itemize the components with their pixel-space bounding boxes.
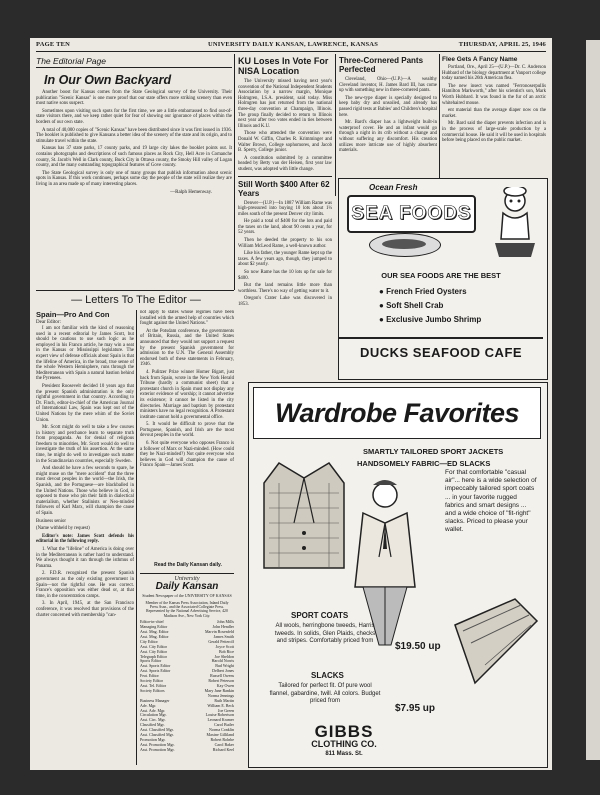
staff-role: Managing Editor (140, 624, 168, 630)
reply-paragraph: 1. What the "lifeline" of America is doing over in the Mediterranean is rather hard to understand. We always thought it ran through the isthmus of Panama. (36, 546, 134, 569)
staff-person: Bud Wright (215, 663, 234, 669)
staff-person: Richard Keel (212, 746, 234, 752)
menu-item: ● Soft Shell Crab (379, 301, 444, 310)
reply-paragraph: 6. Not quite everyone who opposes Franco is a follower of Marx or Nazi-minded. (How could they be Nazi-minded?) Not quite everyone who believes in God will champion the cause of Franco Spain—James Scott. (140, 441, 234, 469)
staff-role: Asst. Mng. Editor (140, 629, 169, 635)
sport-coat-illustration (259, 453, 349, 573)
staff-row (140, 748, 234, 753)
flea-paragraph: Portland, Ore., April 25—(U.P.)—Dr. C. Anderson Hubbard of the biology department at Vanport college today named his 26th American flea. (442, 65, 546, 82)
staff-role: Asst. Circ. Mgr. (140, 717, 166, 723)
read-kansan-line: Read the Daily Kansan daily. (154, 562, 222, 568)
staff-paper-name: Daily Kansan (155, 581, 219, 592)
flea-article (442, 56, 546, 196)
editorial-section-title: The Editorial Page (36, 56, 232, 68)
editorial-byline: —Ralph Hemenway. (170, 189, 212, 195)
editor-note: Editor's note: James Scott defends his editorial in the following reply. (36, 533, 134, 545)
nisa-headline: KU Loses In Vote For NISA Location (238, 56, 329, 76)
gibbs-subtitle-1: SMARTLY TAILORED SPORT JACKETS (363, 447, 504, 456)
slacks-heading: SLACKS (311, 671, 344, 680)
staff-person: Leonard Kramer (207, 717, 234, 723)
ocean-fresh-label: Ocean Fresh (369, 183, 418, 192)
newspaper-page (30, 38, 552, 770)
rame-paragraph: Then he deeded the property to his son William McLeod Rame, a well-known author. (238, 238, 332, 249)
staff-role: Business Manager (140, 697, 170, 703)
sea-foods-title: SEA FOODS (351, 203, 472, 224)
flea-paragraph: ent material than the average diaper now on the market. (442, 108, 546, 119)
staff-person: Gerald Petterolf (208, 638, 234, 644)
staff-blurb: Member of the Kansas Press Association, Inland Daily Press Assn., and the Associated Collegiate Press. Represented by the National Advertising Service, 420 Madison Ave., New York City. (145, 600, 229, 618)
staff-person: Bob Rice (219, 648, 234, 654)
staff-person: Ruth Martin (214, 697, 234, 703)
article-divider (238, 176, 332, 177)
letter-paragraph: And should he have a few seconds to spare, he might muse on the "mere accident" that the three most devout peoples in the world—the Irish, the Spanish, and the Portuguese—are blackballed in the United Nations. Those who believe in God, is opposed to those who pin their faith in dialectical materialism, whether Stalinists or Neo-minded followers of Karl Marx, will champion the cause of Spain. (36, 466, 134, 516)
gibbs-address: 811 Mass. St. (325, 751, 363, 757)
section-rule (36, 290, 234, 291)
staff-box (140, 573, 234, 769)
oyster-plate-icon (369, 233, 441, 257)
bullet-icon: ● (379, 301, 387, 310)
staff-role: Asst. City Editor (140, 648, 168, 654)
reply-paragraph: not apply to states whose regimes have been installed with the armed help of countries which fought against the United Nations." (140, 310, 234, 327)
gibbs-subtitle-2: HANDSOMELY FABRIC—ED SLACKS (357, 459, 491, 468)
gibbs-store-name: GIBBS (314, 722, 374, 741)
staff-person: Robert Rolnbe (210, 736, 234, 742)
editorial-paragraph: A total of 40,000 copies of "Scenic Kansas" have been distributed since it was first issued in 1936. The booklet is published to give Kansans a better idea of the scenery of the state and its origin, and to stimulate travel within the state. (36, 127, 232, 144)
pants-headline: Three-Cornered Pants Perfected (339, 56, 424, 74)
staff-list (140, 620, 234, 752)
ducks-tagline: OUR SEA FOODS ARE THE BEST (381, 271, 501, 280)
staff-role: Society Editors (140, 687, 165, 693)
letter-paragraph: Mr. Scott might do well to take a few courses in history and perchance learn to separate truth from propaganda. As for denial of religious freedom to minorities, Mr. Scott would do well to investigate the truth of his assertion. At the same time, he might do well to investigate such matter in the Scandinavian countries, especially Sweden. (36, 425, 134, 464)
reply-paragraph: At the Potsdam conference, the governments of Britain, Russia, and the United States announced that they would not support a request by the present Spanish government for admission to the U.N. The General Assembly endorsed both of these statements in February, 1946. (140, 328, 234, 368)
staff-person: Mary Jane Rankin (204, 687, 234, 693)
wardrobe-banner (253, 387, 541, 439)
paper-name: UNIVERSITY DAILY KANSAN, LAWRENCE, KANSAS (208, 41, 379, 48)
staff-person: Russell Owens (210, 673, 234, 679)
slacks-text: Tailored for perfect fit. Of pure wool flannel, gabardine, twill. All colors. Budget priced from (269, 683, 381, 704)
chef-fish-icon (489, 187, 541, 259)
staff-role: Promotion Mgr. (140, 736, 166, 742)
editorial-headline: In Our Own Backyard (44, 73, 172, 87)
staff-person: John Mills (216, 619, 234, 625)
masthead (36, 41, 546, 52)
pants-paragraph: Mr. Bard's diaper has a lightweight built-in waterproof cover. He and an infant would go through a night in its crib without a change and without suffering any discomfort. His creation utilizes more intricate use of highly absorbent materials. (339, 120, 437, 154)
rame-headline: Still Worth $400 After 62 Years (238, 179, 330, 198)
letter-salutation: Dear Editor: (36, 320, 61, 325)
gibbs-store-subname: CLOTHING CO. (311, 739, 377, 749)
staff-person: Joe Green (217, 707, 234, 713)
nisa-paragraph: A constitution submitted by a committee headed by Betty van der Heisen, first year law student, was adopted with little change. (238, 155, 332, 172)
editorial-column (36, 56, 232, 288)
column-rule (439, 54, 440, 196)
staff-person: William E. Beck (207, 702, 234, 708)
staff-role: City Editor (140, 638, 158, 644)
letter-paragraph: President Roosevelt decided 10 years ago that the present Spanish administration is the only rightful government in that country. According to Dr. Finch, editor-in-chief of the American Journal of International Law, Spain was kept out of the United Nations by the mere whim of the Soviet Union. (36, 383, 134, 423)
reply-paragraph: 5. It would be difficult to prove that the Portuguese, Spanish, and Irish are the most devout peoples in the world. (140, 422, 234, 439)
staff-role: Circulation Mgr. (140, 712, 167, 718)
staff-role: Asst. Classified Mgr. (140, 732, 174, 738)
pants-paragraph: Cleveland, Ohio—(U.P.)—A wealthy Cleveland inventor, H. James Bard III, has come up with something new in three-cornered pants. (339, 77, 437, 94)
staff-role: Editor-in-chief (140, 619, 164, 625)
rame-paragraph: But the land remains little more than worthless. There's no way of getting water to it. (238, 283, 332, 294)
staff-role: Asst. Mng. Editor (140, 633, 169, 639)
reply-paragraph: 3. In April, 1945, at the San Francisco conference, it was resolved that provisions of the charter concerned with membership "can- (36, 601, 134, 618)
staff-role: Asst. Sports Editor (140, 663, 171, 669)
staff-role: Sports Editor (140, 658, 162, 664)
bullet-icon: ● (379, 287, 387, 296)
letter-title: Spain—Pro And Con (36, 310, 110, 319)
ducks-name: DUCKS SEAFOOD CAFE (359, 345, 523, 360)
slacks-illustration (445, 595, 541, 687)
staff-role: Feat. Editor (140, 673, 159, 679)
sea-foods-banner (347, 195, 476, 233)
letters-column-1 (36, 310, 134, 765)
staff-role: Asst. Tel. Editor (140, 683, 167, 688)
staff-role: Asst. Classified Mgr. (140, 727, 174, 733)
staff-person: James Smith (213, 633, 234, 639)
menu-item: ● Exclusive Jumbo Shrimp (379, 315, 482, 324)
staff-person: Louise Robertson (205, 712, 234, 718)
flea-headline: Flee Gets A Fancy Name (442, 56, 518, 63)
reply-paragraph: 4. Pulitzer Prize winner Homer Bigart, just back from Spain, wrote in the New York Herald Tribune (hardly a communist sheet) that a protestant church in Spain must not display any exterior evidence of worship; it cannot advertise its existence; it cannot be listed in the city directories. Marriage and baptism by protestant ministers have no legal recognition. A Protestant institute cannot hold a governmental office. (140, 369, 234, 420)
staff-person: Marvin Rosenfeld (205, 629, 234, 635)
staff-person: Carol Butler (214, 722, 234, 728)
staff-role: Asst. Promotion Mgr. (140, 746, 175, 752)
ducks-menu-list (379, 285, 481, 327)
nisa-paragraph: Those who attended the convention were Donald W. Giffin, Charles R. Krimminger and Walter Brown, College sophomores, and Jacob B. Sperry, College junior. (238, 131, 332, 154)
pants-paragraph: The new-type diaper is specially designed to keep baby dry and unsoiled, and already has passed rigid tests at Babies' and Children's hospital here. (339, 95, 437, 118)
sport-coats-heading: SPORT COATS (291, 611, 349, 620)
staff-person: Harold Norris (211, 658, 234, 664)
nisa-paragraph: The University missed having next year's convention of the National Independent Students Association by a narrow margin, Monique Holmgren, I.S.A. president, said today. Miss Holmgren has just returned from the national three-day convention at Champaign, Illinois. The group finally decided to return to Illinois next year after two votes ended in ties between Illinois and K.U. (238, 79, 332, 129)
flea-paragraph: Mr. Bard said the diaper prevents infection and is in the process of large-scale production by a commercial house. He said it will be used in hospitals before being placed on the public market. (442, 121, 546, 144)
staff-person: Norma Conklin (209, 727, 234, 733)
staff-person: Robert Peterson (208, 678, 234, 684)
letter-paragraph: I am not familiar with the kind of reasoning used in a recent editorial by James Scott, but should be cautious to use such logic as he employed in his Franco article, he may win a seat in the Kansas or Mississippi legislature. The expert view of defense officials about Spain is that the lifeline of America, in the broad, true sense of the whole Western Hemisphere, runs through the Mediterranean with Spain a natural bastion behind the Pyrenees. (36, 326, 134, 382)
editorial-paragraph: Sometimes upon visiting such spots for the first time, we are a little embarrassed to find out-of-state visitors there, and we keep rather quiet for fear of showing our ignorance of places within the borders of our own state. (36, 108, 232, 125)
rame-paragraph: He paid a total of $400 for the lots and paid the taxes on the land, about 90 cents a year, for 52 years. (238, 219, 332, 236)
letters-column-2 (140, 310, 234, 560)
man-figure-illustration (349, 477, 421, 647)
staff-role: Asst. Adv. Mgr. (140, 707, 166, 713)
wardrobe-title: Wardrobe Favorites (274, 398, 520, 428)
column-rule (335, 54, 336, 196)
letter-signature-note: (Name withheld by request) (36, 526, 90, 532)
crater-lake-note: Oregon's Crater Lake was discovered in 1853. (238, 296, 332, 307)
ducks-seafood-ad (338, 178, 548, 380)
issue-date: THURSDAY, APRIL 25, 1946 (458, 41, 546, 48)
adjacent-page-edge (586, 40, 600, 760)
editorial-paragraph: Kansas has 37 state parks, 17 county parks, and 19 large city lakes the booklet points out. It contains photographs and descriptions of such famous places as Rock City, Hell Acre in Comanche county, St. Jacob's Well in Clark county, Buck City in Ottawa county, the Smoky Hill valley of Logan county, and the many outstanding topographical features of Gove county. (36, 146, 232, 169)
page-number: PAGE TEN (36, 41, 71, 48)
staff-person: Maxine Gilliland (206, 732, 234, 738)
pants-article (339, 56, 437, 196)
staff-role: Classified Mgr. (140, 722, 165, 728)
rame-paragraph: Like his father, the younger Rame kept up the taxes. A few years ago, though, they jumped to about $2 yearly. (238, 251, 332, 268)
staff-role: Adv. Mgr. (140, 702, 157, 708)
staff-person: Joyce Scott (215, 643, 234, 649)
menu-item: ● French Fried Oysters (379, 287, 467, 296)
staff-role: Asst. Sports Editor (140, 668, 171, 674)
staff-person: Kay Owen (216, 683, 234, 688)
sport-coats-text: All wools, herringbone tweeds, Harris tweeds. In solids, Glen Plaids, checks and stripes. Comfortably priced from (274, 623, 376, 644)
flea-paragraph: The new insect was named "Ferronoserpullis Hamilton Markworth," after his scientist's son, Mark Worth Hubbard. It was found in the fur of an arctic whitehaired mouse. (442, 83, 546, 106)
letters-header: — Letters To The Editor — (71, 294, 201, 306)
sport-coats-price: $19.50 up (395, 641, 441, 652)
column-rule (136, 310, 137, 765)
bullet-icon: ● (379, 315, 387, 324)
staff-person: John Hendler (212, 624, 234, 630)
rame-paragraph: So now Rame has the 10 lots up for sale for $400. (238, 270, 332, 281)
staff-subtitle: Student Newspaper of the UNIVERSITY OF KANSAS (142, 593, 232, 598)
staff-person: Carol Baker (214, 741, 234, 747)
rame-paragraph: Denver—(U.P.)—In 1887 William Rame was high-pressured into buying 10 lots about 1¼ miles south of the present Denver city limits. (238, 200, 332, 217)
slacks-price: $7.95 up (395, 703, 436, 714)
gibbs-blurb: For that comfortable "casual air"... here is a wide selection of impeccably tailored sport coats ... in your favorite rugged fabrics and smart designs ... and a wide choice of "fit-right" slacks. Priced to please your wallet. (445, 469, 537, 534)
gibbs-clothing-ad (248, 382, 548, 768)
editorial-paragraph: The State Geological survey is only one of many groups that publish information about scenic spots in Kansas. If this work continues, perhaps some day the people of the state will realize they are living in an area made up of many interesting places. (36, 170, 232, 187)
staff-person: Delbert Jones (212, 668, 234, 674)
staff-role: Asst. Promotion Mgr. (140, 741, 175, 747)
staff-role: Society Editor (140, 678, 163, 684)
staff-univ: University (174, 576, 200, 582)
editorial-paragraph: Another boost for Kansas comes from the State Geological survey of the University. Their publication "Scenic Kansas" is one more proof that our state offers more striking scenery than even most native sons suspect. (36, 90, 232, 107)
staff-person: Joe Sheldon (214, 653, 234, 659)
reply-paragraph: 2. F.D.R. recognized the present Spanish government as the only existing government in Spain—not the rightful one. He was correct. France's opposition was either dead or, at that time, in the concentration camps. (36, 571, 134, 599)
staff-role: Asst. City Editor (140, 643, 168, 649)
letter-signature: Business senior (36, 518, 66, 524)
column-rule (234, 54, 235, 290)
staff-person: Norma Jennings (207, 692, 234, 698)
staff-role: Telegraph Editor (140, 653, 167, 659)
